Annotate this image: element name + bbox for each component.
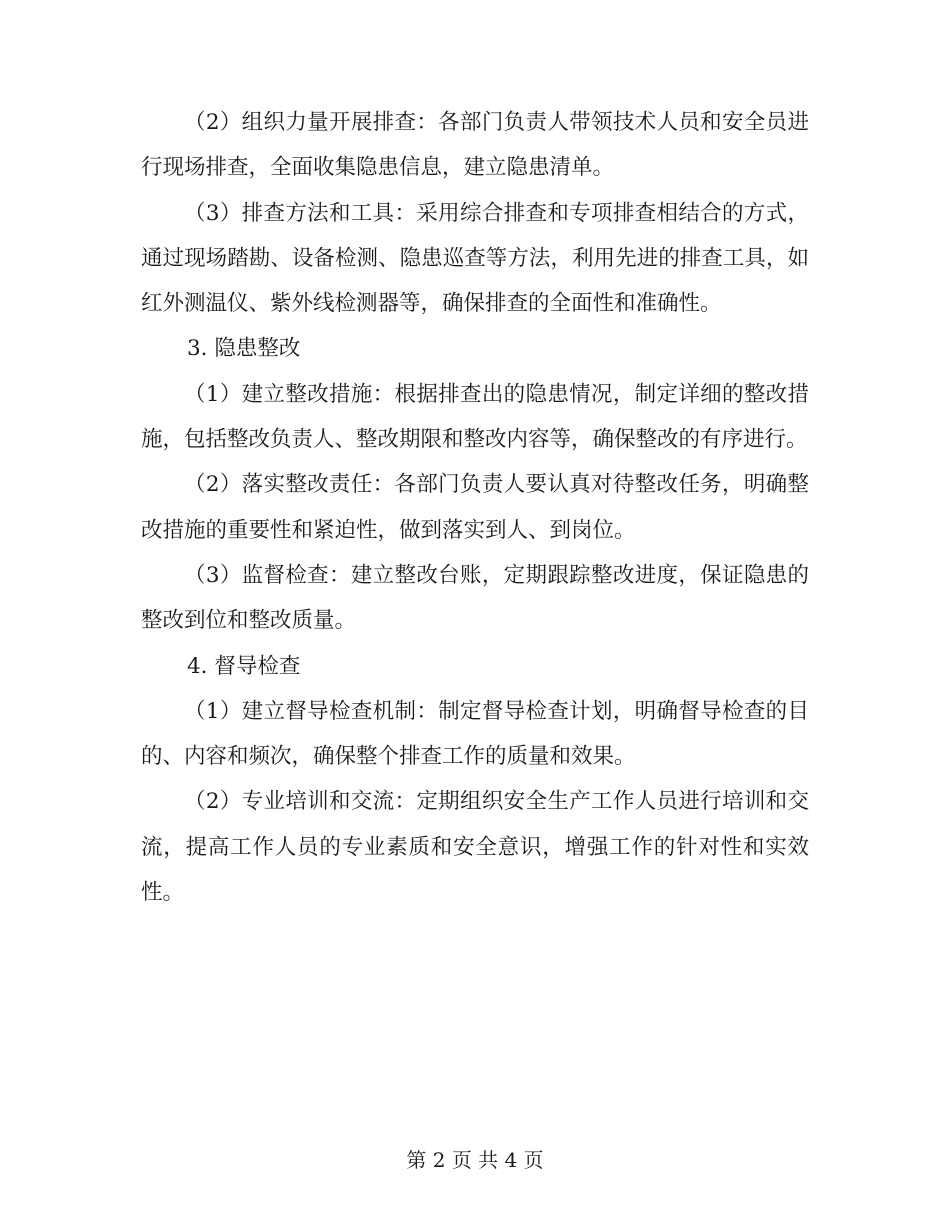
paragraph-2-2: （2）组织力量开展排查：各部门负责人带领技术人员和安全员进行现场排查，全面收集隐患信息，建立隐患清单。 (141, 110, 809, 181)
section-heading-3: 3. 隐患整改 (187, 336, 301, 362)
page-number-footer: 第 2 页 共 4 页 (406, 1148, 544, 1172)
paragraph-3-1: （1）建立整改措施：根据排查出的隐患情况，制定详细的整改措施，包括整改负责人、整改期限和整改内容等，确保整改的有序进行。 (141, 381, 809, 453)
section-heading-4: 4. 督导检查 (187, 653, 301, 679)
paragraph-2-3: （3）排查方法和工具：采用综合排查和专项排查相结合的方式，通过现场踏勘、设备检测、隐患巡查等方法，利用先进的排查工具，如红外测温仪、紫外线检测器等，确保排查的全面性和准确性。 (141, 200, 809, 317)
paragraph-3-2: （2）落实整改责任：各部门负责人要认真对待整改任务，明确整改措施的重要性和紧迫性，做到落实到人、到岗位。 (141, 472, 809, 543)
document-body (141, 100, 809, 915)
paragraph-4-2: （2）专业培训和交流：定期组织安全生产工作人员进行培训和交流，提高工作人员的专业素质和安全意识，增强工作的针对性和实效性。 (141, 789, 809, 906)
paragraph-3-3: （3）监督检查：建立整改台账，定期跟踪整改进度，保证隐患的整改到位和整改质量。 (141, 562, 809, 634)
paragraph-4-1: （1）建立督导检查机制：制定督导检查计划，明确督导检查的目的、内容和频次，确保整个排查工作的质量和效果。 (141, 698, 809, 770)
